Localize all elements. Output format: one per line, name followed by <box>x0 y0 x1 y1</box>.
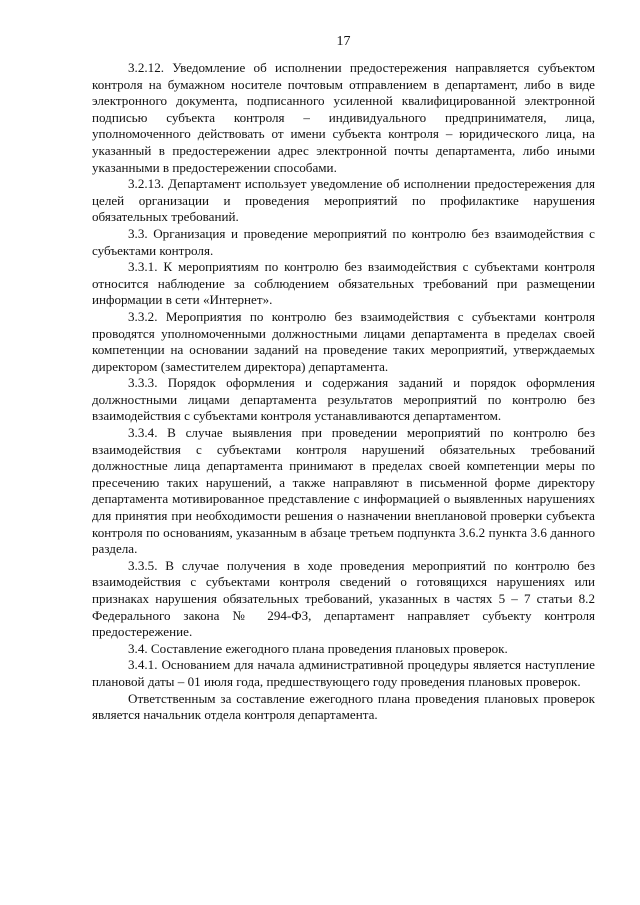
paragraph-3-3-4: 3.3.4. В случае выявления при проведении мероприятий по контролю без взаимодействия с субъектами контроля нарушений обязательных требований должностные лица департамента принимают в пределах своей компетенции меры по пресечению таких нарушений, а также направляют в письменной форме директору департамента мотивированное представление с информацией о выявленных нарушениях для принятия при необходимости решения о назначении внеплановой проверки субъекта контроля по основаниям, указанным в абзаце третьем подпункта 3.6.2 пункта 3.6 данного раздела. <box>92 425 595 557</box>
document-page <box>92 34 595 724</box>
section-heading-3-4: 3.4. Составление ежегодного плана проведения плановых проверок. <box>128 640 508 656</box>
paragraph-3-2-13: 3.2.13. Департамент использует уведомление об исполнении предостережения для целей организации и проведения мероприятий по профилактике нарушения обязательных требований. <box>92 176 595 225</box>
paragraph-3-3-3: 3.3.3. Порядок оформления и содержания заданий и порядок оформления должностными лицами департамента результатов мероприятий по контролю без взаимодействия с субъектами контроля устанавливаются департаментом. <box>92 375 595 424</box>
paragraph-3-3-5: 3.3.5. В случае получения в ходе проведения мероприятий по контролю без взаимодействия с субъектами контроля сведений о готовящихся нарушениях или признаках нарушения обязательных требований, указанных в частях 5 – 7 статьи 8.2 Федерального закона № 294-ФЗ, департамент направляет субъекту контроля предостережение. <box>92 557 595 640</box>
page-number: 17 <box>336 34 351 49</box>
section-heading-3-3: 3.3. Организация и проведение мероприятий по контролю без взаимодействия с субъектами контроля. <box>92 225 595 258</box>
paragraph-3-3-1: 3.3.1. К мероприятиям по контролю без взаимодействия с субъектами контроля относится наблюдение за соблюдением обязательных требований при размещении информации в сети «Интернет». <box>92 259 595 308</box>
paragraph-responsible: Ответственным за составление ежегодного плана проведения плановых проверок является начальник отдела контроля департамента. <box>92 690 595 723</box>
paragraph-3-4-1: 3.4.1. Основанием для начала административной процедуры является наступление плановой даты – 01 июля года, предшествующего году проведения плановых проверок. <box>92 657 595 689</box>
paragraph-3-2-12: 3.2.12. Уведомление об исполнении предостережения направляется субъектом контроля на бумажном носителе почтовым отправлением в департамент, либо в виде электронного документа, подписанного усиленной квалифицированной электронной подписью субъекта контроля – индивидуального предпринимателя, лица, уполномоченного действовать от имени субъекта контроля – юридического лица, на указанный в предостережении адрес электронной почты департамента, либо иными указанными в предостережении способами. <box>92 60 595 175</box>
paragraph-3-3-2: 3.3.2. Мероприятия по контролю без взаимодействия с субъектами контроля проводятся уполномоченными должностными лицами департамента в пределах своей компетенции на основании заданий на проведение таких мероприятий, утверждаемых директором (заместителем директора) департамента. <box>92 308 595 374</box>
